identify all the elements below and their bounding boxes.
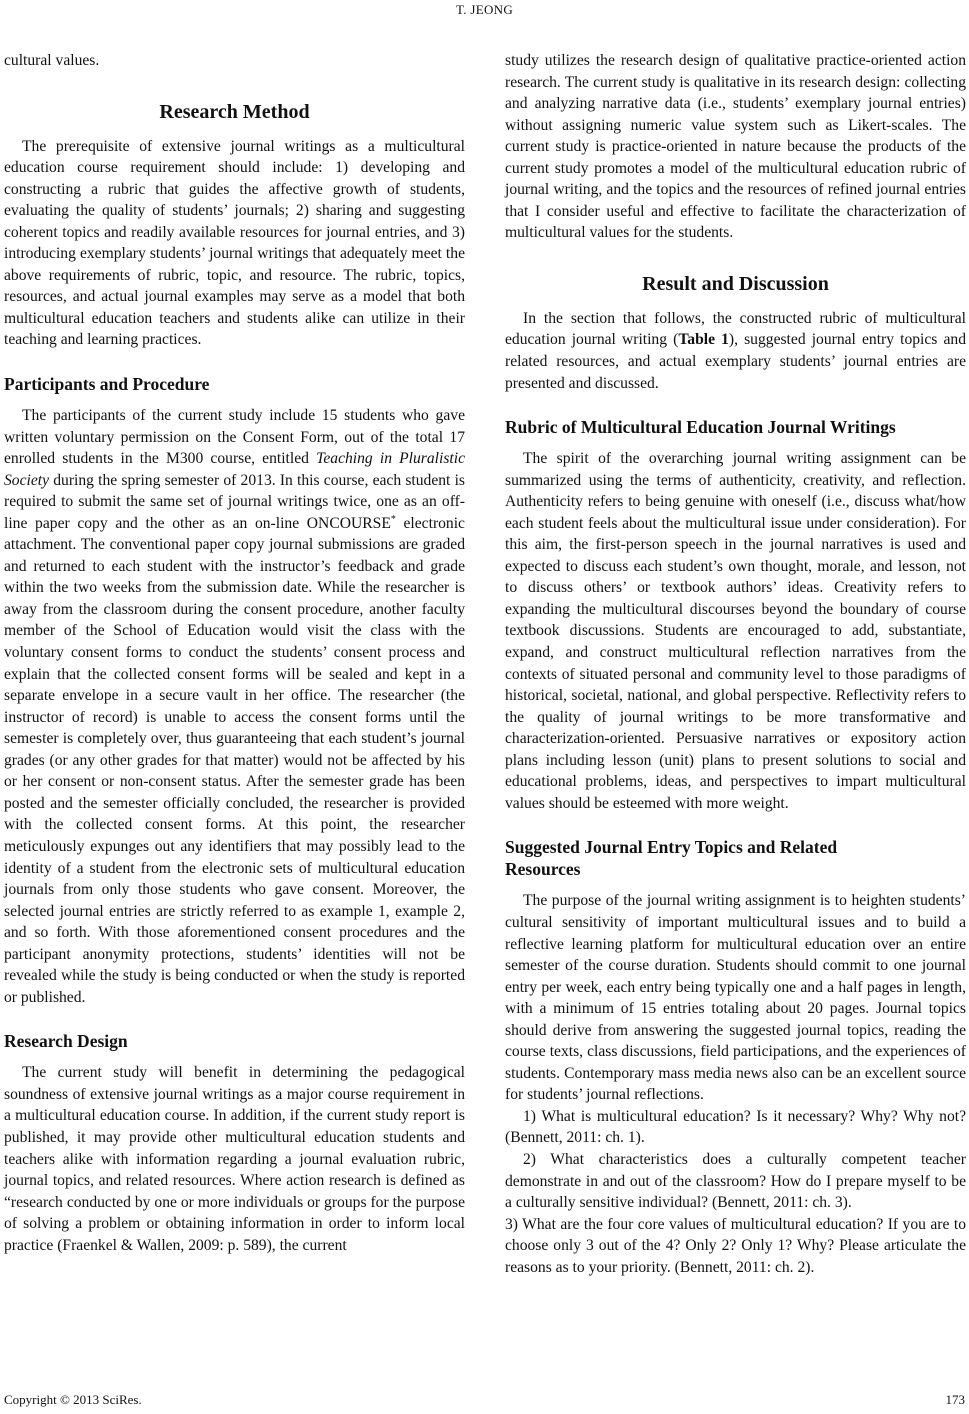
text-run: ), suggested journal entry topics and related resources, and actual exemplary students’ journal entries are presented and discussed. xyxy=(505,331,966,392)
footer-copyright: Copyright © 2013 SciRes. xyxy=(4,1392,142,1407)
paragraph-result xyxy=(505,308,966,394)
subsection-title-topics xyxy=(505,836,966,880)
topic-item-2: 2) What characteristics does a culturally competent teacher demonstrate in and out of the classroom? How do I prepare myself to be a culturally sensitive individual? (Bennett, 2011: ch. 3). xyxy=(505,1150,966,1212)
section-title-research-method: Research Method xyxy=(159,100,310,123)
paragraph-continuation: study utilizes the research design of qualitative practice-oriented action research. The current study is qualitative in its research design: collecting and analyzing narrative data (i.e., students’ exemplary journal entries) without assigning numeric value system such as Likert-scales. The current study is practice-oriented in nature because the products of the current study promotes a model of the multicultural education rubric of journal writing, and the topics and the resources of refined journal entries that I consider useful and effective to facilitate the characterization of multicultural values for the students. xyxy=(505,52,966,242)
paragraph-research-design: The current study will benefit in determining the pedagogical soundness of extensive journal writings as a major course requirement in a multicultural education course. In addition, if the current study report is published, it may provide other multicultural education students and teachers alike with information regarding a journal evaluation rubric, journal topics, and related resources. Where action research is defined as “research conducted by one or more individuals or groups for the purpose of solving a problem or obtaining information in order to inform local practice (Fraenkel & Wallen, 2009: p. 589), the current xyxy=(4,1064,465,1254)
section-title-result-discussion: Result and Discussion xyxy=(642,272,829,295)
left-column xyxy=(4,50,465,1256)
footer-page-number: 173 xyxy=(945,1392,965,1407)
paragraph-research-method: The prerequisite of extensive journal writings as a multicultural education course requirement should include: 1) developing and constructing a rubric that guides the affective growth of students, evaluating the quality of students’ journals; 2) sharing and suggesting coherent topics and readily available resources for journal entries, and 3) introducing exemplary students’ journal writings that adequately meet the above requirements of rubric, topic, and resource. The rubric, topics, resources, and actual journal examples may serve as a model that both multicultural education teachers and students alike can utilize in their teaching and learning practices. xyxy=(4,137,465,349)
text-run: during the spring semester of 2013. In this course, each student is required to submit the same set of journal writings twice, one as an off-line paper copy and the other as an on-line ONCOURSE xyxy=(4,471,465,532)
topic-item-1: 1) What is multicultural education? Is it necessary? Why? Why not? (Bennett, 2011: ch. 1). xyxy=(505,1107,966,1147)
topic-item-3: 3) What are the four core values of multicultural education? If you are to choose only 3 out of the 4? Only 2? Only 1? Why? Please articulate the reasons as to your priority. (Bennett, 2011: ch. 2). xyxy=(505,1215,966,1276)
text-run: electronic attachment. The conventional paper copy journal submissions are graded and returned to each student with the instructor’s feedback and grade within the two weeks from the submission date. While the researcher is away from the classroom during the consent procedure, another faculty member of the School of Education would visit the class with the voluntary consent forms to conduct the students’ consent process and explain that the collected consent forms will be sealed and kept in a separate envelope in a secure vault in her office. The researcher (the instructor of record) is unable to access the consent forms until the semester is completely over, thus guaranteeing that each student’s journal grades (or any other grades for that matter) would not be affected by his or her consent or non-consent status. After the semester grade has been posted and the semester officially concluded, the researcher is provided with the collected consent forms. At this point, the researcher meticulously expunges out any identifiers that may possibly lead to the identity of a student from the electronic sets of multicultural education journals from only those students who gave consent. Moreover, the selected journal entries are strictly referred to as example 1, example 2, and so forth. With those aforementioned consent procedures and the participant anonymity protections, students’ identities will not be revealed while the study is being conducted or when the study is reported or published. xyxy=(4,514,465,1006)
text-run: In the section that follows, the constructed rubric of multicultural education journal writing ( xyxy=(505,309,966,349)
paragraph-topics: The purpose of the journal writing assignment is to heighten students’ cultural sensitivity of important multicultural issues and to build a reflective learning platform for multicultural education over an entire semester of the course duration. Students should commit to one journal entry per week, each entry being typically one and a half pages in length, with a minimum of 15 entries totaling about 20 pages. Journal topics should derive from answering the suggested journal topics, reading the course texts, class discussions, field participations, and the experiences of students. Contemporary mass media news also can be an excellent source for students’ journal reflections. xyxy=(505,892,966,1104)
title-line: Resources xyxy=(505,859,581,880)
paragraph-continuation: cultural values. xyxy=(4,52,100,69)
table-reference: Table 1 xyxy=(678,331,729,349)
running-head: T. JEONG xyxy=(455,2,514,17)
subsection-title-research-design: Research Design xyxy=(4,1031,128,1052)
subsection-title-rubric: Rubric of Multicultural Education Journal Writings xyxy=(505,417,896,438)
paragraph-rubric: The spirit of the overarching journal writing assignment can be summarized using the terms of authenticity, creativity, and reflection. Authenticity refers to being genuine with oneself (i.e., discuss what/how each student feels about the multicultural issue under consideration). For this aim, the first-person speech in the journal narratives is used and expected to discuss each student’s own thought, morale, and lesson, not to discuss others’ or textbook authors’ ideas. Creativity refers to expanding the multicultural discourses beyond the boundary of course textbook discussions. Students are encouraged to add, substantiate, expand, and construct multicultural reflection narratives from the contexts of situated personal and community level to those paradigms of historical, societal, national, and global perspective. Reflectivity refers to the quality of journal writings to be more transformative and characterization-oriented. Persuasive narratives or expository action plans including lesson (unit) plans to present solutions to social and educational problems, ideas, and perspectives to impart multicultural values should be esteemed with more weight. xyxy=(505,450,966,812)
footnote-marker: * xyxy=(390,513,396,525)
title-line: Suggested Journal Entry Topics and Related xyxy=(505,837,838,858)
text-run: The participants of the current study include 15 students who gave written voluntary permission on the Consent Form, out of the total 17 enrolled students in the M300 course, entitled xyxy=(4,407,465,468)
subsection-title-participants: Participants and Procedure xyxy=(4,374,210,395)
paragraph-participants xyxy=(4,405,465,1008)
course-title: Teaching in Pluralistic Society xyxy=(4,450,465,489)
right-column xyxy=(505,50,966,1278)
